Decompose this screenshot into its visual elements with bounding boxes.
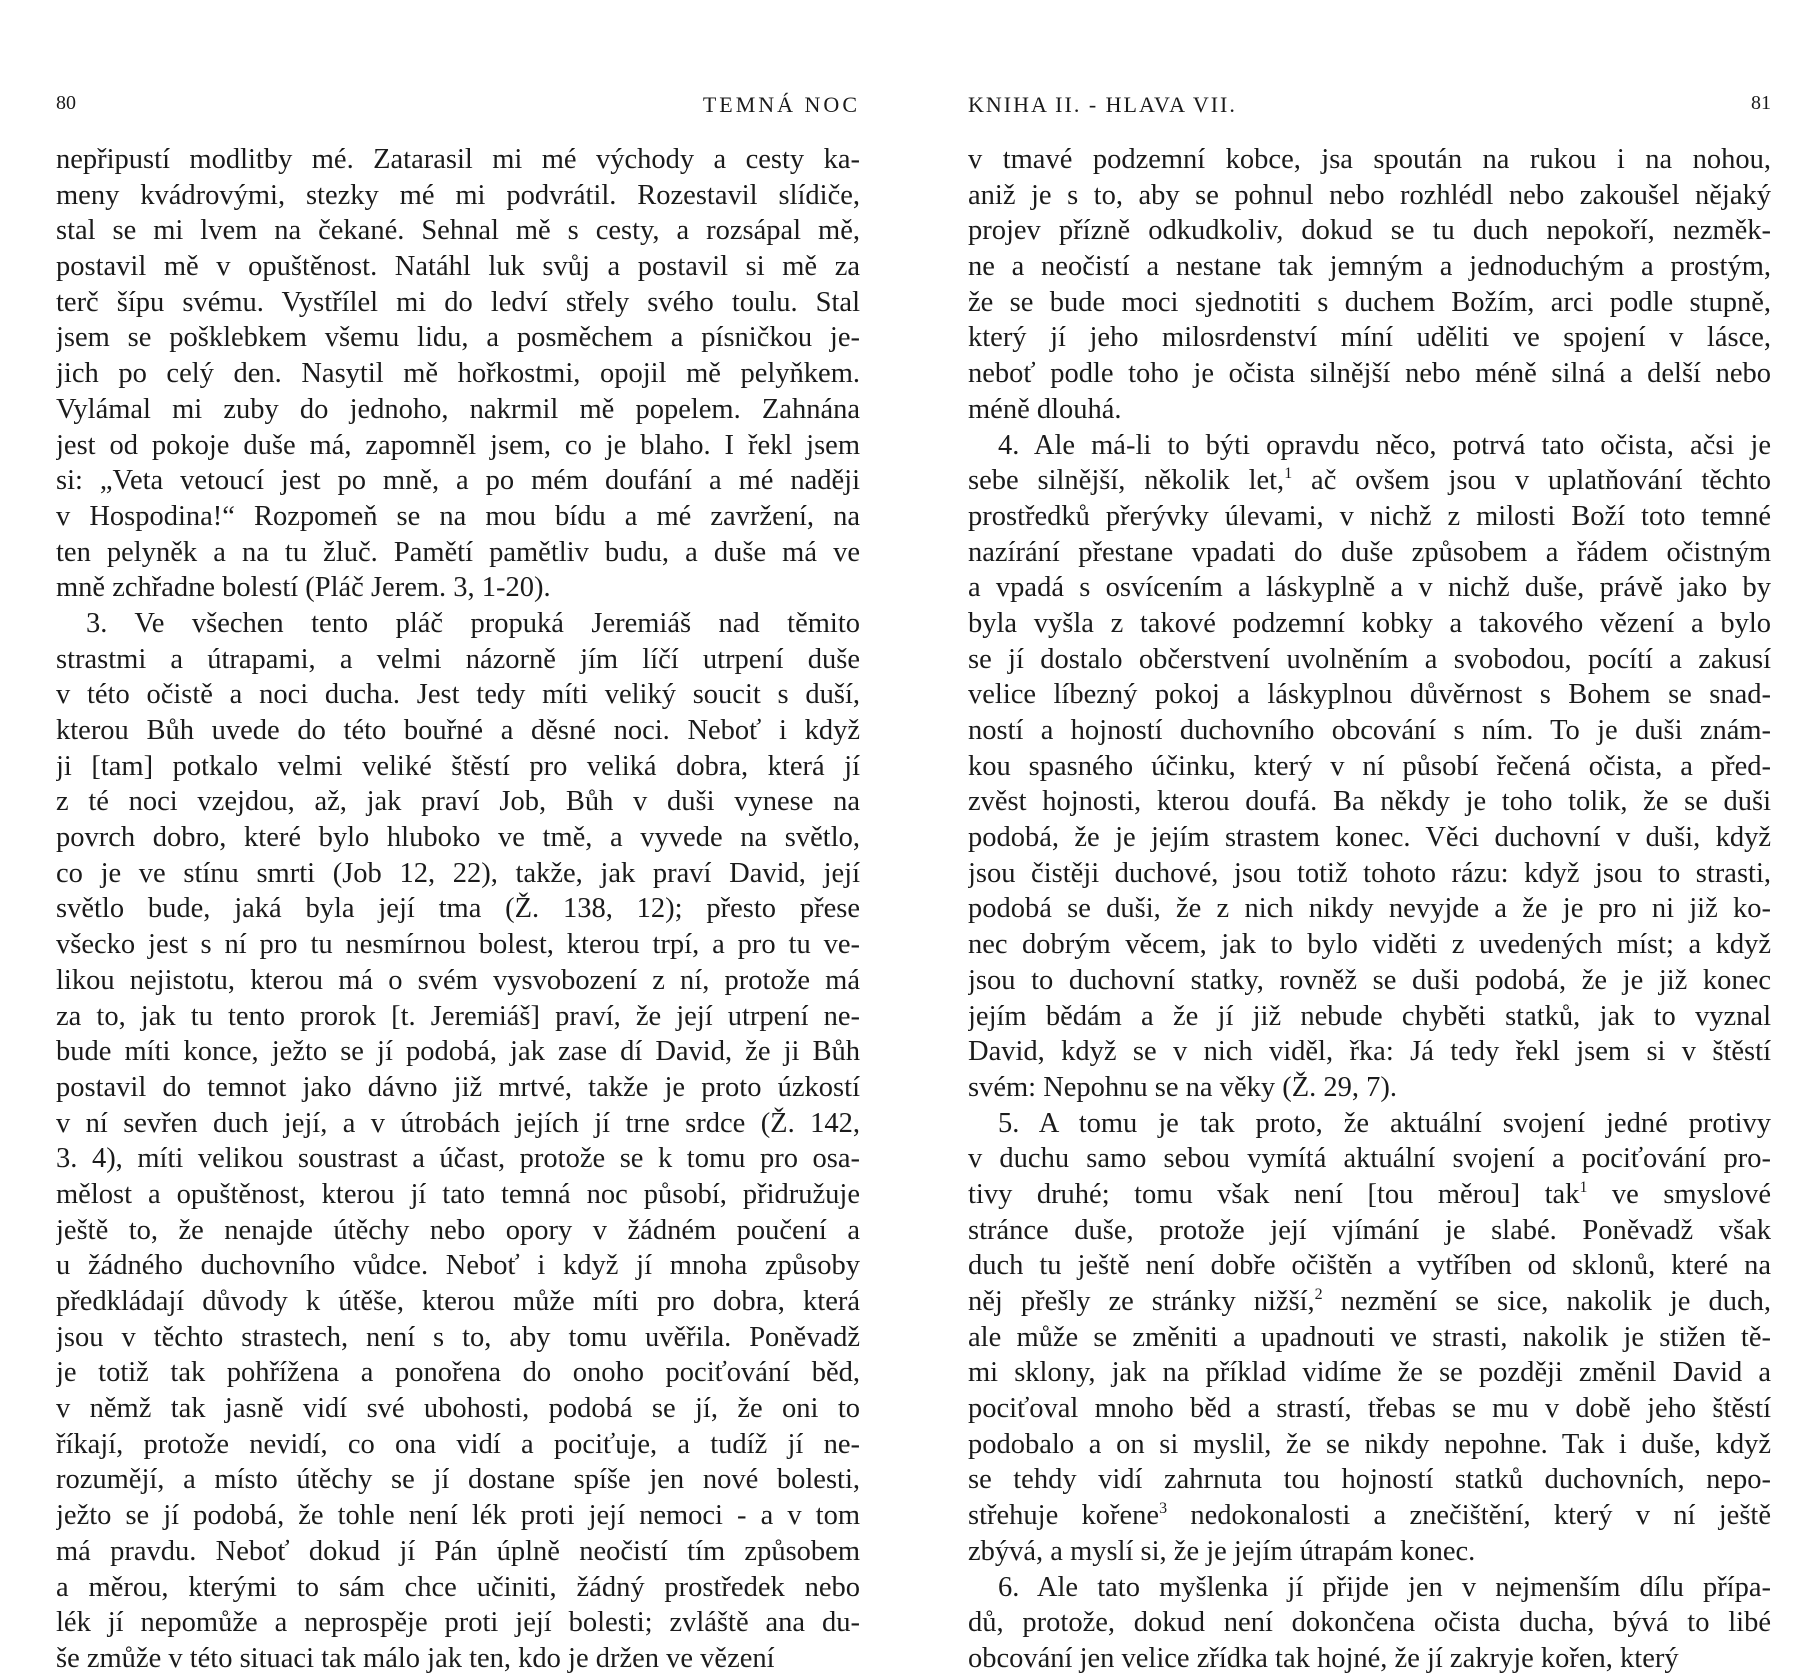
- line-text: David, když se v nich viděl, řka: Já tedy řekl jsem si v štěstí: [968, 1036, 1771, 1068]
- left-page-text-line: [56, 891, 860, 927]
- left-page-text-line: [56, 1320, 860, 1356]
- line-text: obcování jen velice zřídka tak hojné, že jí zakryje kořen, který: [968, 1642, 1679, 1674]
- line-text: še zmůže v této situaci tak málo jak ten, kdo je držen ve vězení: [56, 1642, 775, 1674]
- right-page-text: [968, 142, 1771, 1677]
- line-text: ale může se změniti a upadnouti ve strasti, nakolik je stižen tě-: [968, 1321, 1771, 1353]
- line-text: střehuje kořene: [968, 1500, 1160, 1532]
- line-text: je totiž tak pohřížena a ponořena do onoho pociťování běd,: [56, 1357, 860, 1389]
- left-page-text: [56, 142, 860, 1677]
- left-page-text-line: [56, 285, 860, 321]
- right-page-text-line: [968, 927, 1771, 963]
- line-text: ností a hojností duchovního obcování s ním. To je duši znám-: [968, 715, 1771, 746]
- line-text: projev přízně odkudkoliv, dokud se tu duch nepokoří, nezměk-: [968, 215, 1771, 247]
- right-page-text-line: [968, 1462, 1771, 1498]
- left-page-text-line: [56, 820, 860, 856]
- right-page: [968, 0, 1771, 1674]
- right-running-head-title: KNIHA II. - HLAVA VII.: [968, 92, 1237, 117]
- line-text: pociťoval mnoho běd a strastí, třebas se mu v době jeho štěstí: [968, 1393, 1771, 1425]
- right-page-text-line: [968, 606, 1771, 642]
- left-page-text-line: [56, 1605, 860, 1641]
- left-page-text-line: [56, 1391, 860, 1427]
- line-text: jich po celý den. Nasytil mě hořkostmi, opojil mě pelyňkem.: [56, 358, 860, 390]
- line-text: Vylámal mi zuby do jednoho, nakrmil mě popelem. Zahnána: [56, 393, 860, 425]
- line-text: nezmění se sice, nakolik je duch,: [1322, 1286, 1771, 1317]
- right-page-text-line: [968, 1248, 1771, 1284]
- right-page-text-line: [968, 1534, 1771, 1570]
- left-page-text-line: [56, 428, 860, 464]
- left-page-text-line: [56, 1034, 860, 1070]
- footnote-marker: 1: [1579, 1178, 1588, 1196]
- line-text: povrch dobro, které bylo hluboko ve tmě, a vyvede na světlo,: [56, 822, 860, 854]
- left-page-number: 80: [56, 92, 76, 114]
- left-page-text-line: [56, 535, 860, 571]
- footnote-marker: 1: [1284, 465, 1293, 483]
- line-text: neboť podle toho je očista silnější nebo méně silná a delší nebo: [968, 358, 1771, 390]
- line-text: méně dlouhá.: [968, 393, 1122, 425]
- left-page-text-line: [56, 570, 860, 606]
- right-page-text-line: [968, 428, 1771, 464]
- line-text: podobá, že je jejím strastem konec. Věci duchovní v duši, když: [968, 822, 1771, 854]
- left-page-text-line: [56, 1641, 860, 1677]
- right-page-text-line: [968, 713, 1771, 749]
- line-text: v němž tak jasně vidí své ubohosti, podobá se jí, že oni to: [56, 1393, 860, 1425]
- right-page-text-line: [968, 1177, 1771, 1213]
- left-page-text-line: [56, 1070, 860, 1106]
- line-text: likou nejistotu, kterou má o svém vysvobození z ní, protože má: [56, 964, 860, 996]
- left-page-text-line: [56, 1106, 860, 1142]
- right-page-text-line: [968, 856, 1771, 892]
- line-text: předkládají důvody k útěše, kterou může míti pro dobra, která: [56, 1286, 860, 1317]
- right-page-text-line: [968, 1605, 1771, 1641]
- right-page-text-line: [968, 1641, 1771, 1677]
- left-running-header: [56, 92, 860, 126]
- right-page-text-line: [968, 535, 1771, 571]
- line-text: jsem se pošklebkem všemu lidu, a posměchem a písničkou je-: [56, 322, 860, 354]
- line-text: u žádného duchovního vůdce. Neboť i když jí mnoha způsoby: [56, 1250, 860, 1282]
- line-text: postavil do temnot jako dávno již mrtvé, takže je proto úzkostí: [56, 1071, 860, 1103]
- line-text: ježto se jí podobá, že tohle není lék proti její nemoci - a v tom: [56, 1500, 860, 1532]
- right-page-text-line: [968, 1070, 1771, 1106]
- line-text: stránce duše, protože její vjímání je slabé. Poněvadž však: [968, 1214, 1771, 1246]
- line-text: sebe silnější, několik let,: [968, 465, 1285, 497]
- line-text: 5. A tomu je tak proto, že aktuální svojení jedné protivy: [998, 1107, 1771, 1139]
- line-text: podobalo a on si myslil, že se nikdy nepohne. Tak i duše, když: [968, 1428, 1771, 1460]
- right-page-text-line: [968, 570, 1771, 606]
- left-page-text-line: [56, 463, 860, 499]
- line-text: něj přešly ze stránky nižší,: [968, 1286, 1315, 1317]
- left-page-text-line: [56, 784, 860, 820]
- right-page-text-line: [968, 642, 1771, 678]
- right-page-text-line: [968, 1427, 1771, 1463]
- line-text: ne a neočistí a nestane tak jemným a jednoduchým a prostým,: [968, 251, 1771, 283]
- left-page-text-line: [56, 856, 860, 892]
- line-text: 4. Ale má-li to býti opravdu něco, potrvá tato očista, ačsi je: [998, 429, 1771, 461]
- right-page-text-line: [968, 784, 1771, 820]
- line-text: mně zchřadne bolestí (Pláč Jerem. 3, 1-20).: [56, 572, 551, 604]
- right-page-text-line: [968, 392, 1771, 428]
- line-text: lék jí nepomůže a neprospěje proti její bolesti; zvláště ana du-: [56, 1607, 860, 1639]
- right-page-text-line: [968, 749, 1771, 785]
- left-page-text-line: [56, 749, 860, 785]
- left-page-text-line: [56, 963, 860, 999]
- left-page-text-line: [56, 213, 860, 249]
- left-page-text-line: [56, 1355, 860, 1391]
- left-page-text-line: [56, 1177, 860, 1213]
- line-text: v této očistě a noci ducha. Jest tedy míti veliký soucit s duší,: [56, 679, 860, 711]
- line-text: bude míti konce, ježto se jí podobá, jak zase dí David, že ji Bůh: [56, 1036, 860, 1068]
- right-page-text-line: [968, 499, 1771, 535]
- line-text: říkají, protože nevidí, co ona vidí a pociťuje, a tudíž jí ne-: [56, 1428, 860, 1460]
- right-page-text-line: [968, 463, 1771, 499]
- right-page-text-line: [968, 249, 1771, 285]
- line-text: meny kvádrovými, stezky mé mi podvrátil. Rozestavil slídiče,: [56, 179, 860, 211]
- left-page-text-line: [56, 178, 860, 214]
- line-text: z té noci vzejdou, až, jak praví Job, Bůh v duši vynese na: [56, 786, 860, 818]
- right-page-text-line: [968, 1355, 1771, 1391]
- line-text: jsou čistěji duchové, jsou totiž tohoto rázu: když jsou to strasti,: [968, 857, 1771, 889]
- left-page-text-line: [56, 1284, 860, 1320]
- line-text: kou spasného účinku, který v ní působí řečená očista, a před-: [968, 750, 1771, 782]
- line-text: mělost a opuštěnost, kterou jí tato temná noc působí, přidružuje: [56, 1178, 860, 1210]
- line-text: nazírání přestane vpadati do duše způsobem a řádem očistným: [968, 536, 1771, 568]
- line-text: všecko jest s ní pro tu nesmírnou bolest, kterou trpí, a pro tu ve-: [56, 929, 860, 961]
- left-page-text-line: [56, 249, 860, 285]
- left-page-text-line: [56, 392, 860, 428]
- line-text: zvěst hojnosti, kterou doufá. Ba někdy je toho tolik, že se duši: [968, 786, 1771, 818]
- line-text: zbývá, a myslí si, že je jejím útrapám konec.: [968, 1535, 1476, 1567]
- left-page-text-line: [56, 927, 860, 963]
- line-text: duch tu ještě není dobře očištěn a vytříben od sklonů, které na: [968, 1250, 1771, 1282]
- right-page-number: 81: [1751, 92, 1771, 114]
- left-page-text-line: [56, 642, 860, 678]
- right-page-text-line: [968, 1213, 1771, 1249]
- right-page-text-line: [968, 820, 1771, 856]
- left-page-text-line: [56, 1570, 860, 1606]
- line-text: jsou to duchovní statky, rovněž se duši podobá, že je již konec: [968, 964, 1771, 996]
- line-text: ve smyslové: [1587, 1178, 1771, 1210]
- line-text: 3. Ve všechen tento pláč propuká Jeremiáš nad těmito: [86, 607, 860, 639]
- line-text: dů, protože, dokud není dokončena očista ducha, bývá to libé: [968, 1607, 1771, 1639]
- line-text: stal se mi lvem na čekané. Sehnal mě s cesty, a rozsápal mě,: [56, 215, 860, 247]
- line-text: rozumějí, a místo útěchy se jí dostane spíše jen nové bolesti,: [56, 1464, 860, 1496]
- line-text: strastmi a útrapami, a velmi názorně jím líčí utrpení duše: [56, 643, 860, 675]
- right-page-text-line: [968, 178, 1771, 214]
- line-text: za to, jak tu tento prorok [t. Jeremiáš] praví, že její utrpení ne-: [56, 1000, 860, 1032]
- line-text: co je ve stínu smrti (Job 12, 22), takže, jak praví David, její: [56, 857, 860, 889]
- line-text: velice líbezný pokoj a láskyplnou důvěrnost s Bohem se snad-: [968, 679, 1771, 711]
- line-text: světlo bude, jaká byla její tma (Ž. 138, 12); přesto přese: [56, 893, 860, 925]
- left-page-text-line: [56, 1248, 860, 1284]
- right-page-text-line: [968, 1498, 1771, 1534]
- right-page-text-line: [968, 320, 1771, 356]
- line-text: v tmavé podzemní kobce, jsa spoután na rukou i na nohou,: [968, 144, 1771, 175]
- line-text: se jí dostalo občerstvení uvolněním a svobodou, pocítí a zakusí: [968, 643, 1771, 675]
- right-page-text-line: [968, 891, 1771, 927]
- right-running-header: [968, 92, 1771, 126]
- footnote-marker: 3: [1159, 1500, 1168, 1518]
- left-page-text-line: [56, 713, 860, 749]
- right-page-text-line: [968, 213, 1771, 249]
- left-page-text-line: [56, 999, 860, 1035]
- line-text: jest od pokoje duše má, zapomněl jsem, co je blaho. I řekl jsem: [56, 429, 860, 461]
- right-page-text-line: [968, 1141, 1771, 1177]
- line-text: ten pelyněk a na tu žluč. Pamětí pamětliv budu, a duše má ve: [56, 536, 860, 568]
- line-text: se tehdy vidí zahrnuta tou hojností statků duchovních, nepo-: [968, 1464, 1771, 1496]
- left-page-text-line: [56, 1141, 860, 1177]
- line-text: má pravdu. Neboť dokud jí Pán úplně neočistí tím způsobem: [56, 1535, 860, 1567]
- left-page-text-line: [56, 1462, 860, 1498]
- left-page-text-line: [56, 499, 860, 535]
- line-text: ač ovšem jsou v uplatňování těchto: [1292, 465, 1771, 497]
- left-page-text-line: [56, 142, 860, 178]
- line-text: v Hospodina!“ Rozpomeň se na mou bídu a mé zavržení, na: [56, 500, 860, 532]
- right-page-text-line: [968, 1570, 1771, 1606]
- left-page: [56, 0, 860, 1674]
- line-text: nedokonalosti a znečištění, který v ní ještě: [1167, 1500, 1771, 1532]
- line-text: tivy druhé; tomu však není [tou měrou] tak: [968, 1178, 1580, 1210]
- line-text: v duchu samo sebou vymítá aktuální svojení a pociťování pro-: [968, 1143, 1771, 1175]
- left-page-text-line: [56, 320, 860, 356]
- right-page-text-line: [968, 1391, 1771, 1427]
- right-page-text-line: [968, 1320, 1771, 1356]
- line-text: prostředků přerývky úlevami, v nichž z milosti Boží toto temné: [968, 500, 1771, 532]
- line-text: podobá se duši, že z nich nikdy nevyjde a že je pro ni již ko-: [968, 893, 1771, 925]
- line-text: svém: Nepohnu se na věky (Ž. 29, 7).: [968, 1071, 1397, 1103]
- line-text: si: „Veta vetoucí jest po mně, a po mém doufání a mé naději: [56, 465, 860, 497]
- right-page-text-line: [968, 677, 1771, 713]
- line-text: ještě to, že nenajde útěchy nebo opory v žádném poučení a: [56, 1214, 860, 1246]
- right-page-text-line: [968, 285, 1771, 321]
- right-page-text-line: [968, 356, 1771, 392]
- line-text: terč šípu svému. Vystřílel mi do ledví střely svého toulu. Stal: [56, 286, 860, 318]
- line-text: postavil mě v opuštěnost. Natáhl luk svůj a postavil si mě za: [56, 251, 860, 283]
- left-page-text-line: [56, 356, 860, 392]
- left-running-head-title: TEMNÁ NOC: [702, 92, 860, 117]
- right-page-text-line: [968, 999, 1771, 1035]
- line-text: ji [tam] potkalo velmi veliké štěstí pro veliká dobra, která jí: [56, 750, 860, 782]
- line-text: jejím bědám a že jí již nebude chyběti statků, jak to vyznal: [968, 1000, 1771, 1032]
- right-page-text-line: [968, 142, 1771, 178]
- line-text: mi sklony, jak na příklad vidíme že se později změnil David a: [968, 1357, 1771, 1389]
- left-page-text-line: [56, 606, 860, 642]
- line-text: jsou v těchto strastech, není s to, aby tomu uvěřila. Poněvadž: [56, 1321, 860, 1353]
- line-text: nec dobrým věcem, jak to bylo viděti z uvedených míst; a když: [968, 929, 1771, 961]
- line-text: byla vyšla z takové podzemní kobky a takového vězení a bylo: [968, 607, 1771, 639]
- left-page-text-line: [56, 1534, 860, 1570]
- left-page-text-line: [56, 1213, 860, 1249]
- right-page-text-line: [968, 1106, 1771, 1142]
- left-page-text-line: [56, 677, 860, 713]
- line-text: v ní sevřen duch její, a v útrobách jejích jí trne srdce (Ž. 142,: [56, 1107, 860, 1139]
- line-text: že se bude moci sjednotiti s duchem Božím, arci podle stupně,: [968, 286, 1771, 318]
- right-page-text-line: [968, 963, 1771, 999]
- left-page-text-line: [56, 1498, 860, 1534]
- line-text: nepřipustí modlitby mé. Zatarasil mi mé východy a cesty ka-: [56, 144, 860, 175]
- line-text: a vpadá s osvícením a láskyplně a v nichž duše, právě jako by: [968, 572, 1771, 604]
- line-text: který jí jeho milosrdenství míní uděliti ve spojení v lásce,: [968, 322, 1771, 354]
- line-text: 3. 4), míti velikou soustrast a účast, protože se k tomu pro osa-: [56, 1143, 860, 1175]
- line-text: 6. Ale tato myšlenka jí přijde jen v nejmenším dílu přípa-: [998, 1571, 1771, 1603]
- line-text: aniž je s to, aby se pohnul nebo rozhlédl nebo zakoušel nějaký: [968, 179, 1771, 211]
- line-text: kterou Bůh uvede do této bouřné a děsné noci. Neboť i když: [56, 715, 860, 746]
- right-page-text-line: [968, 1284, 1771, 1320]
- line-text: a měrou, kterými to sám chce učiniti, žádný prostředek nebo: [56, 1571, 860, 1603]
- right-page-text-line: [968, 1034, 1771, 1070]
- left-page-text-line: [56, 1427, 860, 1463]
- footnote-marker: 2: [1314, 1286, 1323, 1303]
